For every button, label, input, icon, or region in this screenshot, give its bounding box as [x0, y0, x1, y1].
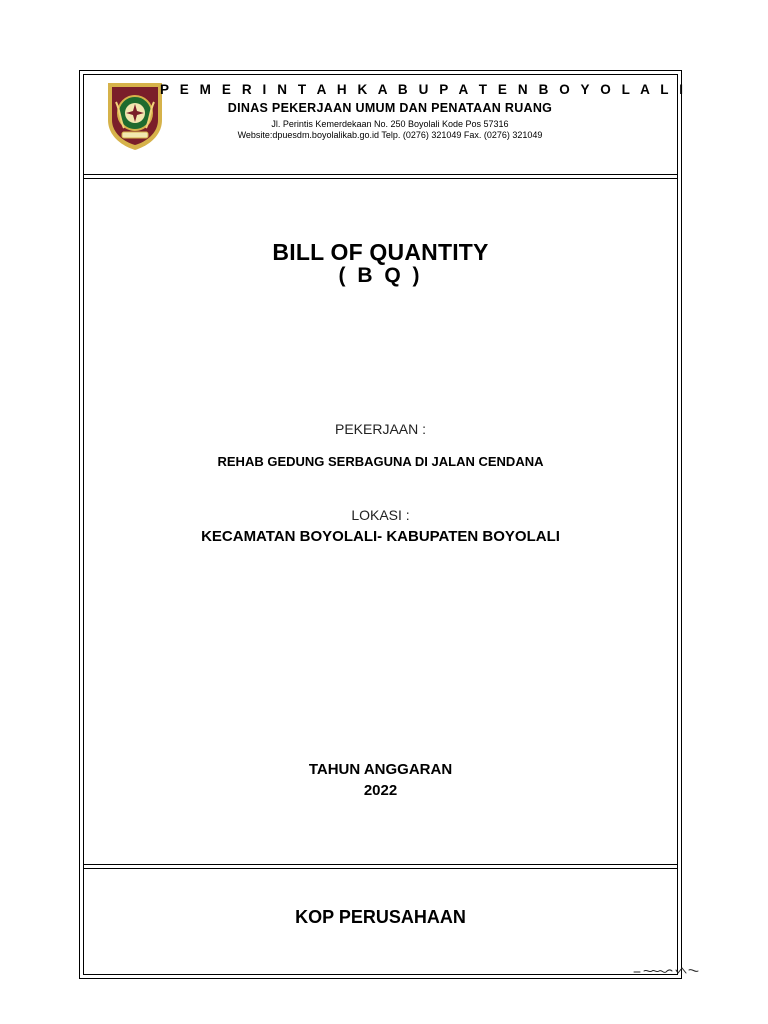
document-subtitle: ( B Q )	[338, 264, 423, 287]
header-divider-line-2	[83, 178, 678, 179]
budget-year-value: 2022	[363, 782, 398, 799]
location-label: LOKASI :	[351, 507, 410, 523]
work-value: REHAB GEDUNG SERBAGUNA DI JALAN CENDANA	[217, 454, 544, 469]
page-border-inner	[83, 74, 687, 975]
work-label: PEKERJAAN :	[334, 421, 427, 437]
government-name: P E M E R I N T A H K A B U P A T E N B O Y O L A L I	[160, 82, 687, 97]
office-address: Jl. Perintis Kemerdekaan No. 250 Boyolali Kode Pos 57316	[271, 119, 509, 129]
office-contact: Website:dpuesdm.boyolalikab.go.id Telp. (0276) 321049 Fax. (0276) 321049	[237, 130, 543, 140]
header-divider-line-1	[83, 174, 678, 175]
document-title: BILL OF QUANTITY	[272, 239, 489, 265]
footer-divider-line-2	[83, 868, 678, 869]
regency-coat-of-arms-icon	[104, 80, 166, 152]
company-letterhead-placeholder: KOP PERUSAHAAN	[295, 907, 466, 927]
footer-divider-line-1	[83, 864, 678, 865]
budget-year-label: TAHUN ANGGARAN	[308, 761, 453, 778]
department-name: DINAS PEKERJAAN UMUM DAN PENATAAN RUANG	[227, 101, 553, 115]
location-value: KECAMATAN BOYOLALI- KABUPATEN BOYOLALI	[201, 528, 560, 545]
handwritten-signature-icon	[632, 962, 702, 978]
